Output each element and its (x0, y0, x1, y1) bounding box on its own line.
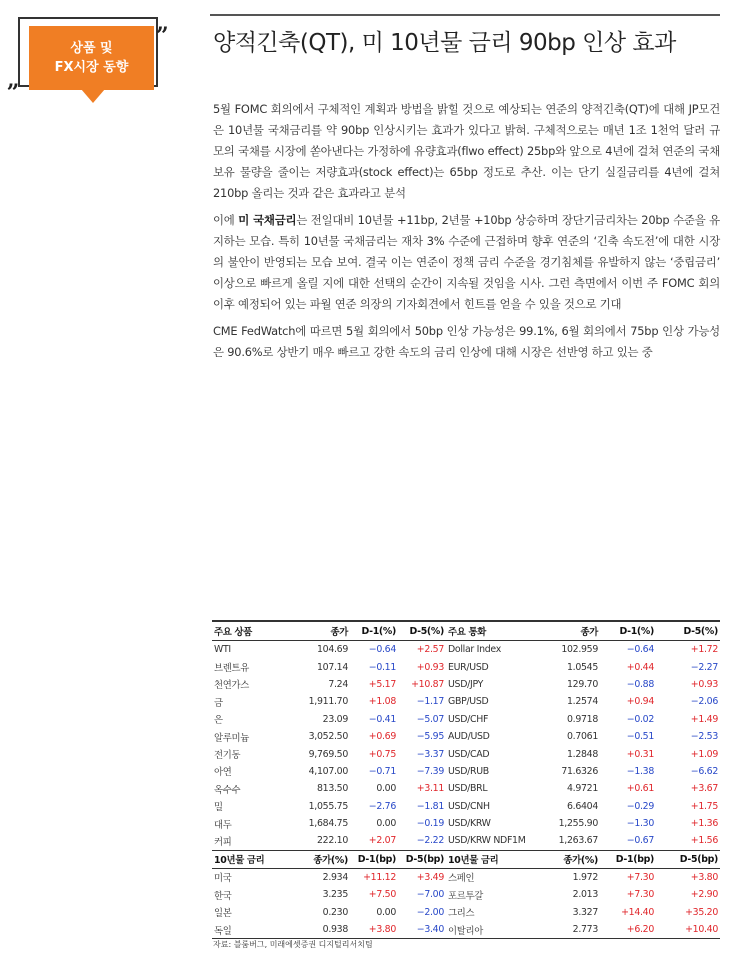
table-cell: −0.41 (368, 713, 396, 725)
table-cell: +5.17 (368, 678, 396, 690)
column-header: D-1(bp) (600, 850, 656, 868)
table-cell: 천연가스 (214, 680, 250, 692)
table-cell: −7.39 (416, 765, 444, 777)
table-cell: +1.49 (690, 713, 718, 725)
section-label-line2: FX시장 동향 (54, 60, 129, 75)
table-cell: −1.38 (626, 765, 654, 777)
table-cell: 옥수수 (214, 784, 241, 796)
table-cell: +0.93 (690, 678, 718, 690)
table-cell: +35.20 (685, 906, 718, 918)
table-row (212, 921, 720, 939)
table-row (212, 676, 720, 693)
table-cell: +1.75 (690, 800, 718, 812)
table-cell: 7.24 (328, 678, 348, 690)
table-cell: 브렌트유 (214, 663, 250, 675)
table-cell: 3.327 (572, 906, 598, 918)
table-cell: +1.56 (690, 835, 718, 847)
table-cell: USD/CHF (448, 713, 489, 725)
table-cell: −0.64 (626, 644, 654, 656)
table-cell: 6.6404 (566, 800, 598, 812)
bond-table-header (212, 850, 720, 868)
table-cell: −3.37 (416, 748, 444, 760)
table-cell: +1.36 (690, 818, 718, 830)
table-cell: 밀 (214, 802, 223, 814)
table-cell: −0.02 (626, 713, 654, 725)
table-row (212, 815, 720, 832)
table-cell: EUR/USD (448, 661, 489, 673)
table-cell: +3.80 (690, 871, 718, 883)
table-cell: 0.9718 (566, 713, 598, 725)
table-row (212, 641, 720, 659)
paragraph: CME FedWatch에 따르면 5월 회의에서 50bp 인상 가능성은 99.1%, 6월 회의에서 75bp 인상 가능성은 90.6%로 상반기 매우 빠르고 강한 속도의 금리 인상에 대해 시장은 선반영 하고 있는 중 (213, 324, 720, 359)
table-cell: 그리스 (448, 908, 475, 920)
table-cell: −5.95 (416, 731, 444, 743)
table-cell: −1.30 (626, 818, 654, 830)
table-cell: +7.50 (368, 889, 396, 901)
table-cell: 독일 (212, 921, 292, 939)
table-cell: +2.90 (690, 889, 718, 901)
table-cell: AUD/USD (448, 731, 490, 743)
table-cell: 1.2574 (566, 696, 598, 708)
table-cell: USD/CNH (448, 800, 490, 812)
column-header: D-5(%) (656, 621, 720, 641)
table-cell: 2.773 (538, 921, 600, 939)
column-header: 종가 (292, 621, 350, 641)
table-cell: +3.80 (350, 921, 398, 939)
table-cell: −0.64 (368, 644, 396, 656)
table-cell: 한국 (214, 890, 232, 902)
table-row (212, 832, 720, 850)
quote-open-mark: „ (7, 67, 20, 93)
section-label (29, 26, 154, 90)
table-cell: −2.76 (368, 800, 396, 812)
table-cell: −0.11 (368, 661, 396, 673)
table-cell: 0.00 (376, 818, 396, 830)
table-cell: 3,052.50 (308, 731, 348, 743)
column-header: D-1(%) (600, 621, 656, 641)
source-note: 자료: 블룸버그, 미래에셋증권 디지털리서치팀 (213, 940, 373, 949)
table-cell: +10.40 (656, 921, 720, 939)
table-cell: 129.70 (566, 678, 598, 690)
table-cell: 4,107.00 (308, 765, 348, 777)
table-cell: +2.57 (416, 644, 444, 656)
table-cell: 3.235 (322, 889, 348, 901)
table-cell: +0.93 (416, 661, 444, 673)
table-cell: 222.10 (316, 835, 348, 847)
title-rule (210, 14, 720, 16)
table-cell: +0.75 (368, 748, 396, 760)
table-cell: −2.00 (416, 906, 444, 918)
column-header: D-1(bp) (350, 850, 398, 868)
table-cell: Dollar Index (448, 644, 501, 656)
table-row (212, 886, 720, 903)
callout-tail (81, 89, 105, 103)
table-cell: +2.07 (368, 835, 396, 847)
table-cell: −0.71 (368, 765, 396, 777)
table-cell: 미국 (214, 873, 232, 885)
table-cell: +6.20 (600, 921, 656, 939)
table-cell: −1.17 (416, 696, 444, 708)
table-row (212, 728, 720, 745)
table-cell: +10.87 (411, 678, 444, 690)
table-cell: +1.09 (690, 748, 718, 760)
article-body (213, 99, 720, 369)
table-cell: 1.0545 (566, 661, 598, 673)
table-cell: 0.00 (376, 906, 396, 918)
table-cell: 포르투갈 (448, 890, 484, 902)
table-cell: 813.50 (316, 783, 348, 795)
table-cell: −7.00 (416, 889, 444, 901)
table-cell: GBP/USD (448, 696, 489, 708)
table-cell: +0.44 (626, 661, 654, 673)
table-cell: −2.53 (690, 731, 718, 743)
table-cell: 4.9721 (566, 783, 598, 795)
column-header: D-5(%) (398, 621, 446, 641)
table-cell: −6.62 (690, 765, 718, 777)
column-header: 주요 통화 (446, 621, 538, 641)
table-cell: 1.2848 (566, 748, 598, 760)
table-cell: USD/KRW (448, 818, 491, 830)
table-cell: 알루미늄 (214, 732, 250, 744)
table-cell: +0.94 (626, 696, 654, 708)
column-header: D-5(bp) (398, 850, 446, 868)
table-cell: 이탈리아 (446, 921, 538, 939)
table-cell: 104.69 (316, 644, 348, 656)
table-cell: USD/JPY (448, 678, 484, 690)
table-cell: 102.959 (561, 644, 598, 656)
table-cell: −1.81 (416, 800, 444, 812)
table-cell: 커피 (214, 836, 232, 848)
table-cell: 스페인 (448, 873, 475, 885)
table-cell: −0.51 (626, 731, 654, 743)
table-cell: −3.40 (398, 921, 446, 939)
table-cell: 은 (214, 715, 223, 727)
table-cell: +14.40 (621, 906, 654, 918)
column-header: D-5(bp) (656, 850, 720, 868)
table-cell: USD/CAD (448, 748, 490, 760)
table-cell: USD/KRW NDF1M (448, 835, 526, 847)
table-cell: +1.08 (368, 696, 396, 708)
table-cell: 0.00 (376, 783, 396, 795)
column-header: 종가(%) (538, 850, 600, 868)
table-cell: 1,255.90 (558, 818, 598, 830)
page-title: 양적긴축(QT), 미 10년물 금리 90bp 인상 효과 (213, 30, 676, 56)
table-cell: −2.22 (416, 835, 444, 847)
column-header: 10년물 금리 (446, 850, 538, 868)
table-cell: +0.69 (368, 731, 396, 743)
paragraph: 이에 미 국채금리는 전일대비 10년물 +11bp, 2년물 +10bp 상승하며 장단기금리차는 20bp 수준을 유지하는 모습. 특히 10년물 국채금리는 재차 3% 수준에 근접하며 향후 연준의 ‘긴축 속도전’에 대한 시장의 불안이 반영되는 모습 보여. 결국 이는 연준이 정책 금리 수준을 경기침체를 유발하지 않는 ‘중립금리’ 이상으로 빠르게 올릴 지에 대한 선택의 순간이 지속될 것임을 시사. 그런 측면에서 이번 주 FOMC 회의 이후 예정되어 있는 파월 연준 의장의 기자회견에서 힌트를 얻을 수 있을 것으로 기대 (213, 213, 720, 311)
table-cell: WTI (214, 644, 231, 656)
table-cell: 아연 (214, 767, 232, 779)
table-cell: 1,263.67 (558, 835, 598, 847)
table-cell: 0.7061 (566, 731, 598, 743)
table-cell: +1.72 (690, 644, 718, 656)
table-cell: USD/RUB (448, 765, 489, 777)
table-cell: +11.12 (363, 871, 396, 883)
table-cell: 1.972 (572, 871, 598, 883)
table-cell: 0.938 (292, 921, 350, 939)
table-cell: −5.07 (416, 713, 444, 725)
market-table (212, 620, 720, 939)
table-cell: +7.30 (626, 889, 654, 901)
table-cell: +7.30 (626, 871, 654, 883)
table-cell: +3.11 (416, 783, 444, 795)
table-cell: −2.27 (690, 661, 718, 673)
table-cell: 71.6326 (561, 765, 598, 777)
table-row (212, 780, 720, 797)
table-row (212, 903, 720, 920)
table-row (212, 763, 720, 780)
table-cell: −0.19 (416, 818, 444, 830)
table-cell: 2.013 (572, 889, 598, 901)
table-cell: +3.67 (690, 783, 718, 795)
table-cell: 0.230 (322, 906, 348, 918)
table-cell: 대두 (214, 819, 232, 831)
table-cell: 1,055.75 (308, 800, 348, 812)
quote-close-mark: ” (156, 23, 169, 49)
table-cell: USD/BRL (448, 783, 488, 795)
column-header: 10년물 금리 (212, 850, 292, 868)
table-row (212, 868, 720, 886)
table-cell: 전기동 (214, 750, 241, 762)
column-header: 주요 상품 (212, 621, 292, 641)
table-cell: 107.14 (316, 661, 348, 673)
column-header: D-1(%) (350, 621, 398, 641)
table-cell: −0.88 (626, 678, 654, 690)
table-cell: 1,911.70 (308, 696, 348, 708)
table-cell: +0.61 (626, 783, 654, 795)
column-header: 종가(%) (292, 850, 350, 868)
table-cell: 9,769.50 (308, 748, 348, 760)
table-cell: 1,684.75 (308, 818, 348, 830)
column-header: 종가 (538, 621, 600, 641)
table-row (212, 798, 720, 815)
table-cell: −0.29 (626, 800, 654, 812)
table-cell: +3.49 (416, 871, 444, 883)
table-header (212, 621, 720, 641)
table-cell: +0.31 (626, 748, 654, 760)
table-cell: 23.09 (322, 713, 348, 725)
table-row (212, 711, 720, 728)
table-cell: 2.934 (322, 871, 348, 883)
table-row (212, 693, 720, 710)
table-row (212, 658, 720, 675)
paragraph: 5월 FOMC 회의에서 구체적인 계획과 방법을 밝힐 것으로 예상되는 연준의 양적긴축(QT)에 대해 JP모건은 10년물 국채금리를 약 90bp 인상시키는 효과가 있다고 밝혀. 구체적으로는 매년 1조 1천억 달러 규모의 국채를 시장에 쏟아낸다는 가정하에 유량효과(flwo effect) 25bp와 앞으로 4년에 걸쳐 연준의 국채 보유 물량을 줄이는 저량효과(stock effect)는 65bp 정도로 추산. 이는 단기 실질금리를 4년에 걸쳐 210bp 올리는 것과 같은 효과라고 분석 (213, 102, 720, 200)
table-cell: 금 (214, 697, 223, 709)
table-cell: 일본 (214, 908, 232, 920)
section-callout (7, 17, 169, 103)
section-label-line1: 상품 및 (70, 41, 113, 56)
table-cell: −2.06 (690, 696, 718, 708)
table-row (212, 745, 720, 762)
table-cell: −0.67 (626, 835, 654, 847)
